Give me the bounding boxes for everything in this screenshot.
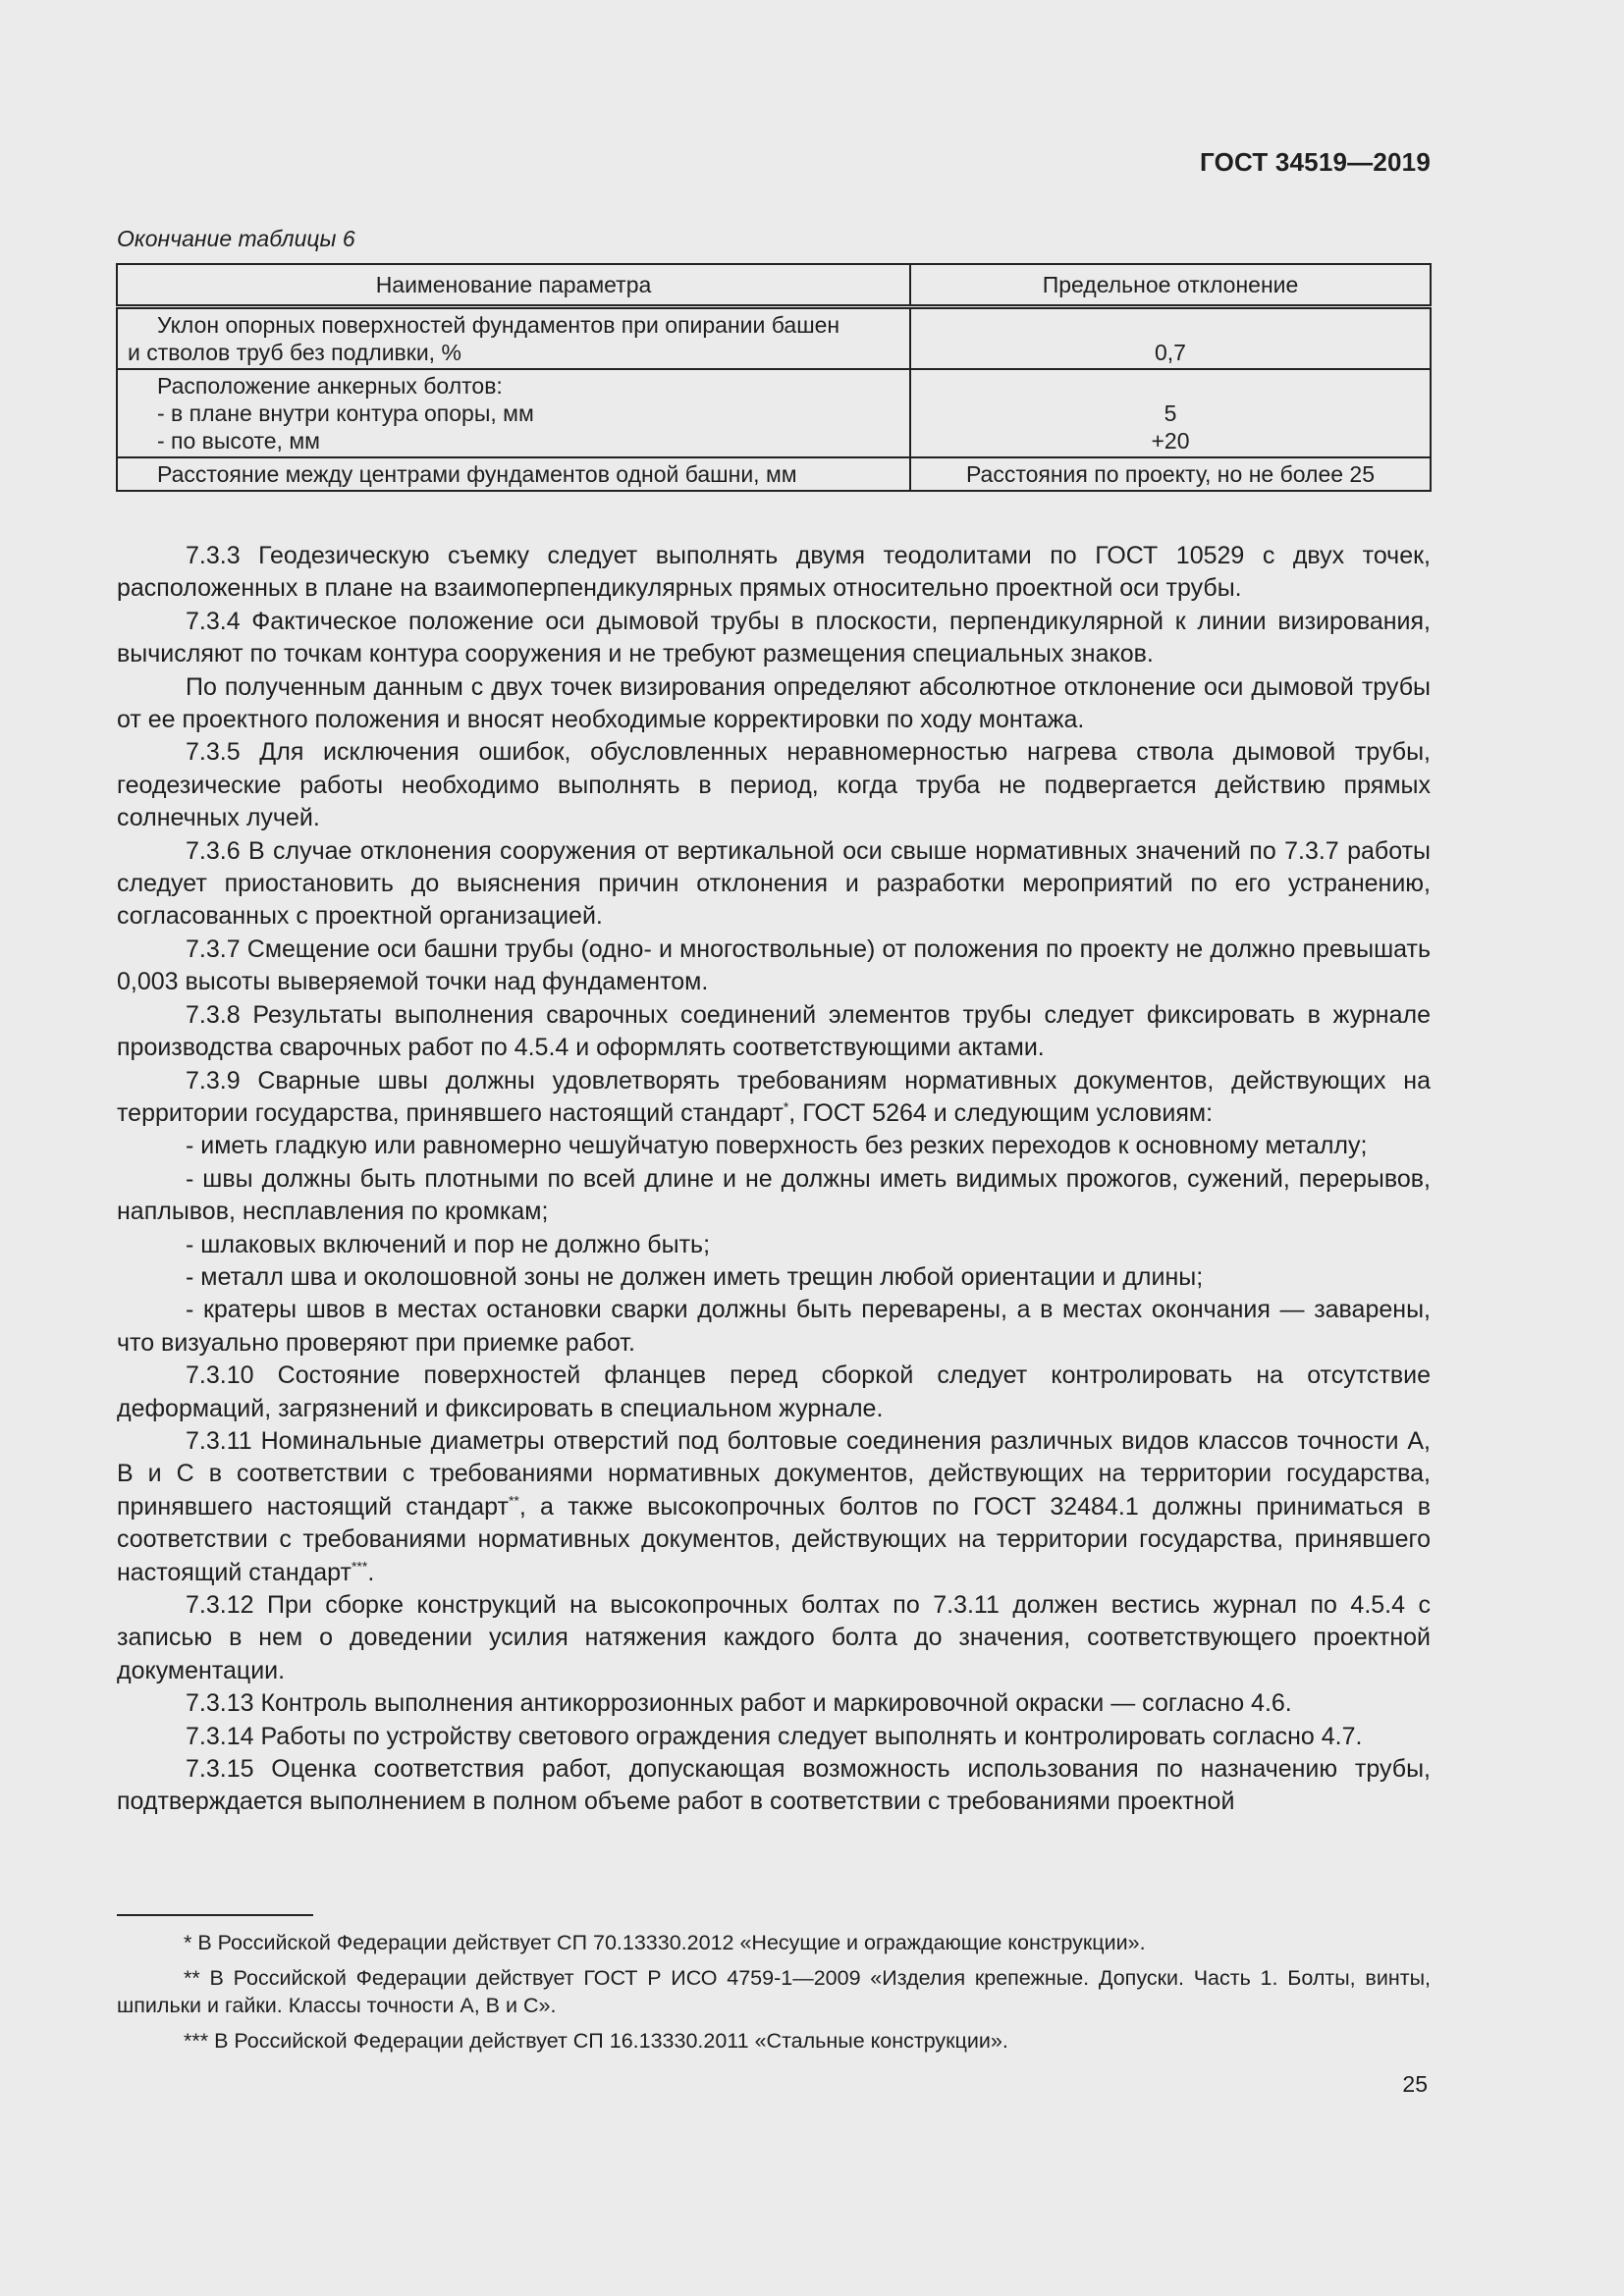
table-header-row bbox=[117, 264, 1431, 307]
document-header: ГОСТ 34519—2019 bbox=[1200, 147, 1431, 177]
paragraph-text: , а также высокопрочных болтов по ГОСТ 32484.1 должны приниматься в соответствии с требованиями нормативных документов, действующих на территории государства, принявшего настоящий стандарт bbox=[117, 1492, 1431, 1586]
column-header-parameter: Наименование параметра bbox=[117, 264, 910, 307]
param-text-line: Уклон опорных поверхностей фундаментов при опирании башен bbox=[157, 312, 840, 338]
table-row bbox=[117, 457, 1431, 491]
paragraph-7-3-9 bbox=[117, 1065, 1431, 1131]
list-item: - металл шва и околошовной зоны не должен иметь трещин любой ориентации и длины; bbox=[186, 1262, 1204, 1291]
paragraph-7-3-11 bbox=[117, 1425, 1431, 1589]
page-number: 25 bbox=[1402, 2071, 1428, 2097]
table-cell-value bbox=[910, 369, 1431, 457]
footnote-divider bbox=[117, 1914, 313, 1916]
paragraph-7-3-13: 7.3.13 Контроль выполнения антикоррозионных работ и маркировочной окраски — согласно 4.6. bbox=[186, 1689, 1292, 1718]
paragraph-7-3-12: 7.3.12 При сборке конструкций на высокопрочных болтах по 7.3.11 должен вестись журнал по 4.5.4 с записью в нем о доведении усилия натяжения каждого болта до значения, соответствующего проектной документации. bbox=[117, 1591, 1431, 1684]
footnote: *** В Российской Федерации действует СП 16.13330.2011 «Стальные конструкции». bbox=[184, 2029, 1008, 2053]
paragraph-text: . bbox=[367, 1558, 375, 1586]
paragraph-7-3-5: 7.3.5 Для исключения ошибок, обусловленных неравномерностью нагрева ствола дымовой трубы, геодезические работы необходимо выполнять в период, когда труба не подвергается действию прямых солнечных лучей. bbox=[117, 738, 1431, 832]
list-item: - кратеры швов в местах остановки сварки должны быть переварены, а в местах окончания — заварены, что визуально проверяют при приемке работ. bbox=[117, 1296, 1431, 1357]
param-text-line: - в плане внутри контура опоры, мм bbox=[157, 400, 534, 426]
footnote: * В Российской Федерации действует СП 70.13330.2012 «Несущие и ограждающие конструкции». bbox=[184, 1931, 1146, 1954]
paragraph-7-3-15: 7.3.15 Оценка соответствия работ, допускающая возможность использования по назначению трубы, подтверждается выполнением в полном объеме работ в соответствии с требованиями проектной bbox=[117, 1755, 1431, 1816]
table-row bbox=[117, 369, 1431, 457]
table-caption: Окончание таблицы 6 bbox=[117, 226, 355, 251]
param-text-line: Расстояние между центрами фундаментов одной башни, мм bbox=[157, 461, 797, 487]
table-cell-parameter bbox=[117, 457, 910, 491]
table-cell-value: 0,7 bbox=[910, 307, 1431, 370]
paragraph: По полученным данным с двух точек визирования определяют абсолютное отклонение оси дымовой трубы от ее проектного положения и вносят необходимые корректировки по ходу монтажа. bbox=[117, 672, 1431, 734]
footnote-mark: *** bbox=[351, 1558, 368, 1575]
paragraph-text: 7.3.9 Сварные швы должны удовлетворять требованиям нормативных документов, действующих на территории государства, принявшего настоящий стандарт bbox=[117, 1066, 1431, 1127]
table-cell-parameter bbox=[117, 307, 910, 370]
paragraph-7-3-8: 7.3.8 Результаты выполнения сварочных соединений элементов трубы следует фиксировать в журнале производства сварочных работ по 4.5.4 и оформлять соответствующими актами. bbox=[117, 1000, 1431, 1062]
table-cell-value: Расстояния по проекту, но не более 25 bbox=[910, 457, 1431, 491]
body-text bbox=[117, 540, 1431, 1819]
paragraph-7-3-7: 7.3.7 Смещение оси башни трубы (одно- и многоствольные) от положения по проекту не должно превышать 0,003 высоты выверяемой точки над фундаментом. bbox=[117, 934, 1431, 996]
paragraph-7-3-6: 7.3.6 В случае отклонения сооружения от вертикальной оси свыше нормативных значений по 7.3.7 работы следует приостановить до выяснения причин отклонения и разработки мероприятий по его устранению, согласованных с проектной организацией. bbox=[117, 836, 1431, 931]
footnotes bbox=[117, 1929, 1431, 2062]
column-header-deviation: Предельное отклонение bbox=[910, 264, 1431, 307]
paragraph-7-3-14: 7.3.14 Работы по устройству светового ограждения следует выполнять и контролировать согласно 4.7. bbox=[186, 1722, 1363, 1750]
paragraph-text: 7.3.11 Номинальные диаметры отверстий под болтовые соединения различных видов классов точности А, В и С в соответствии с требованиями нормативных документов, действующих на территории государства, принявшего настоящий стандарт bbox=[117, 1426, 1431, 1521]
footnote-mark: ** bbox=[508, 1492, 519, 1509]
list-item: - иметь гладкую или равномерно чешуйчатую поверхность без резких переходов к основному металлу; bbox=[186, 1132, 1368, 1160]
param-text-line: и стволов труб без подливки, % bbox=[128, 340, 461, 365]
footnote-mark: * bbox=[783, 1098, 789, 1115]
list-item: - швы должны быть плотными по всей длине и не должны иметь видимых прожогов, сужений, перерывов, наплывов, несплавления по кромкам; bbox=[117, 1164, 1431, 1226]
paragraph-text: , ГОСТ 5264 и следующим условиям: bbox=[788, 1098, 1214, 1127]
paragraph-7-3-10: 7.3.10 Состояние поверхностей фланцев перед сборкой следует контролировать на отсутствие деформаций, загрязнений и фиксировать в специальном журнале. bbox=[117, 1362, 1431, 1422]
paragraph-7-3-3: 7.3.3 Геодезическую съемку следует выполнять двумя теодолитами по ГОСТ 10529 с двух точек, расположенных в плане на взаимоперпендикулярных прямых относительно проектной оси трубы. bbox=[117, 542, 1431, 603]
value-line: +20 bbox=[1151, 428, 1190, 454]
table-cell-parameter bbox=[117, 369, 910, 457]
footnote: ** В Российской Федерации действует ГОСТ Р ИСО 4759-1—2009 «Изделия крепежные. Допуски. Часть 1. Болты, винты, шпильки и гайки. Классы точности А, В и С». bbox=[117, 1966, 1431, 2017]
list-item: - шлаковых включений и пор не должно быть; bbox=[186, 1230, 711, 1258]
paragraph-7-3-4: 7.3.4 Фактическое положение оси дымовой трубы в плоскости, перпендикулярной к линии визирования, вычисляют по точкам контура сооружения и не требуют размещения специальных знаков. bbox=[117, 607, 1431, 668]
parameters-table bbox=[116, 263, 1432, 492]
param-text-line: Расположение анкерных болтов: bbox=[157, 373, 503, 399]
value-line: 5 bbox=[1164, 400, 1177, 426]
param-text-line: - по высоте, мм bbox=[157, 428, 320, 454]
table-row bbox=[117, 307, 1431, 370]
